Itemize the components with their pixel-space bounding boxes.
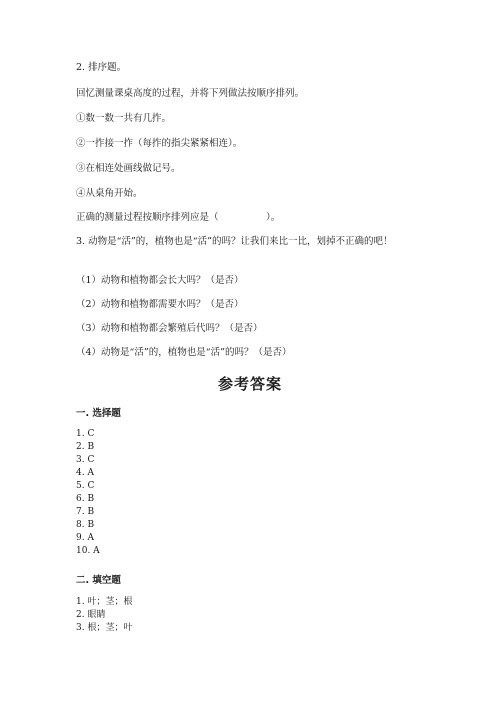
list-item: 2. B (76, 442, 95, 452)
step-item: ①数一数一共有几拃。 (76, 113, 172, 124)
step-item: ④从桌角开始。 (76, 188, 143, 199)
list-item: 2. 眼睛 (76, 610, 106, 620)
list-item: 8. B (76, 520, 95, 530)
list-item: 3. 根；茎；叶 (76, 623, 133, 633)
list-item: 10. A (76, 546, 100, 556)
section-heading-choice: 一. 选择题 (76, 408, 121, 419)
question-3-item: （4）动物是“活”的，植物也是“活”的吗？（是否） (76, 347, 292, 358)
choice-answer-list (76, 428, 100, 558)
list-item: 1. C (76, 429, 95, 439)
question-2-prompt: 回忆测量课桌高度的过程，并将下列做法按顺序排列。 (76, 88, 305, 99)
question-3-item: （2）动物和植物都需要水吗？（是否） (76, 299, 244, 310)
question-3-title: 3. 动物是“活”的，植物也是“活”的吗？让我们来比一比，划掉不正确的吧！ (76, 236, 393, 247)
list-item: 3. C (76, 455, 95, 465)
fill-in-answer-list (76, 596, 132, 635)
list-item: 7. B (76, 507, 95, 517)
list-item: 4. A (76, 468, 94, 478)
list-item: 1. 叶；茎；根 (76, 597, 133, 607)
section-heading-fill-in: 二. 填空题 (76, 575, 121, 586)
list-item: 6. B (76, 494, 95, 504)
answer-blank-line: 正确的测量过程按顺序排列应是（ ）。 (76, 212, 281, 223)
question-2-title: 2. 排序题。 (76, 62, 127, 73)
list-item: 9. A (76, 533, 94, 543)
step-item: ②一拃接一拃（每拃的指尖紧紧相连）。 (76, 138, 243, 149)
step-item: ③在相连处画线做记号。 (76, 163, 181, 174)
question-3-item: （3）动物和植物都会繁殖后代吗？（是否） (76, 323, 263, 334)
answer-key-title: 参考答案 (217, 375, 282, 393)
list-item: 5. C (76, 481, 95, 491)
question-3-item: （1）动物和植物都会长大吗？（是否） (76, 275, 244, 286)
